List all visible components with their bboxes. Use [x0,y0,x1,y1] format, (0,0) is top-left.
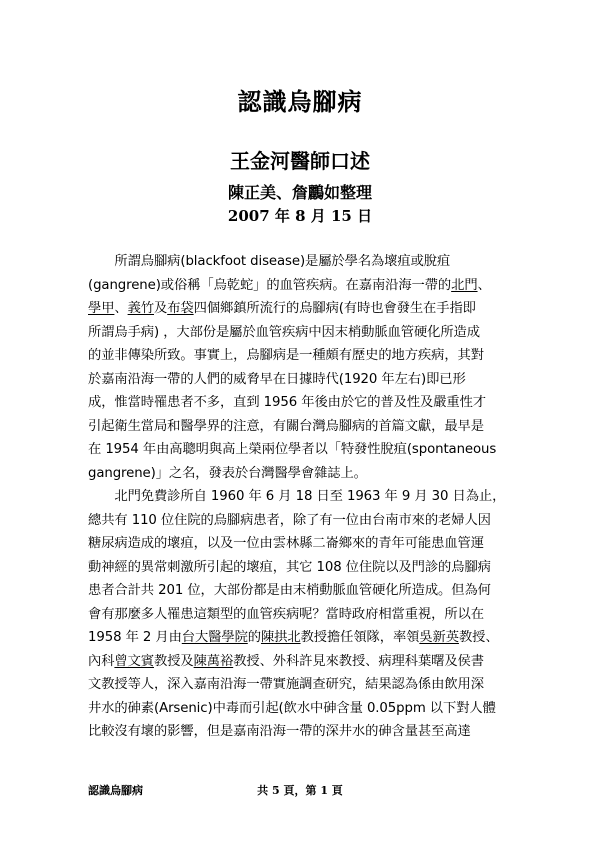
text-run: (gangrene)或俗稱「烏乾蛇」的血管疾病。在嘉南沿海一帶的 [88,277,452,293]
underlined-name: 陳拱北 [260,630,301,645]
text-run: 、 [114,301,128,316]
body-line [88,509,516,533]
text-run: 所謂烏手病) ，大部份是屬於血管疾病中因末梢動脈血管硬化所造成 [88,324,480,340]
body-line [88,344,516,368]
text-run: 教授、 [458,630,499,645]
author-line: 王金河醫師口述 [230,149,370,173]
text-run: 動神經的異常刺激所引起的壞疽，其它 108 位住院以及門診的烏腳病 [88,559,491,575]
underlined-name: 曾文賓 [114,653,154,669]
text-run: 教授擔任領隊，率領 [300,630,420,645]
text-run: 的 [247,630,261,645]
text-run: 於嘉南沿海一帶的人們的威脅早在日據時代(1920 年左右)即已形 [88,371,466,387]
text-run: 四個鄉鎮所流行的烏腳病(有時也會發生在手指即 [193,301,476,316]
body-line [88,626,516,650]
underlined-name: 北門 [451,277,478,293]
underlined-name: 台大醫學院 [181,630,248,645]
text-run: 糖尿病造成的壞疽，以及一位由雲林縣二崙鄉來的青年可能患血管運 [88,536,484,551]
underlined-name: 學甲 [88,301,115,316]
body-line [88,650,516,674]
body-line [88,697,516,721]
text-run: 比較沒有壞的影響，但是嘉南沿海一帶的深井水的砷含量甚至高達 [88,724,471,739]
body-line [88,415,516,439]
body-line [88,274,516,298]
body-line [88,673,516,697]
body-line [88,297,516,321]
body-line [88,368,516,392]
text-run: 患者合計共 201 位，大部份都是由末梢動脈血管硬化所造成。但為何 [88,583,491,598]
footer-page-number: 共 5 頁，第 1 頁 [257,784,343,797]
text-run: 總共有 110 位住院的烏腳病患者，除了有一位由台南市來的老婦人因 [88,512,491,528]
text-run: 成，惟當時罹患者不多，直到 1956 年後由於它的普及性及嚴重性才 [88,395,487,410]
text-run: 、 [477,277,491,293]
body-line [88,556,516,580]
body-line [88,321,516,345]
text-run: 文教授等人，深入嘉南沿海一帶實施調查研究，結果認為係由飲用深 [88,677,484,692]
text-run: 內科 [88,653,115,669]
text-run: 會有那麼多人罹患這類型的血管疾病呢？當時政府相當重視，所以在 [88,606,484,622]
text-run: 北門免費診所自 1960 年 6 月 18 日至 1963 年 9 月 30 日為止， [88,489,506,504]
underlined-name: 義竹 [127,301,155,316]
body-line [88,603,516,627]
underlined-name: 陳萬裕 [193,653,234,669]
text-run: 1958 年 2 月由 [88,630,182,645]
text-run: 在 1954 年由高聰明與高上榮兩位學者以「特發性脫疽(spontaneous [88,442,497,457]
body-line [88,391,516,415]
text-run: 教授、外科許見來教授、病理科葉曙及侯書 [233,653,484,669]
body-text [88,250,516,744]
body-line [88,532,516,556]
document-title: 認識烏腳病 [237,88,363,116]
text-run: 的並非傳染所致。事實上，烏腳病是一種頗有歷史的地方疾病，其對 [88,348,484,363]
underlined-name: 布袋 [167,301,194,316]
text-run: 引起衛生當局和醫學界的注意，有關台灣烏腳病的首篇文獻，最早是 [88,418,484,434]
editors-line: 陳正美、詹鸝如整理 [227,183,372,202]
body-line [88,462,516,486]
body-line [88,579,516,603]
text-run: 井水的砷素(Arsenic)中毒而引起(飲水中砷含量 0.05ppm 以下對人體 [88,700,496,716]
text-run: 及 [154,301,168,316]
footer-title: 認識烏腳病 [88,784,143,797]
body-line [88,250,516,274]
text-run: 所謂烏腳病(blackfoot disease)是屬於學名為壞疽或脫疽 [88,254,451,269]
text-run: 教授及 [154,653,194,669]
text-run: gangrene)」之名，發表於台灣醫學會雜誌上。 [88,465,367,481]
body-line [88,485,516,509]
body-line [88,720,516,744]
date-line: 2007 年 8 月 15 日 [227,207,373,225]
body-line [88,438,516,462]
underlined-name: 吳新英 [419,630,459,645]
